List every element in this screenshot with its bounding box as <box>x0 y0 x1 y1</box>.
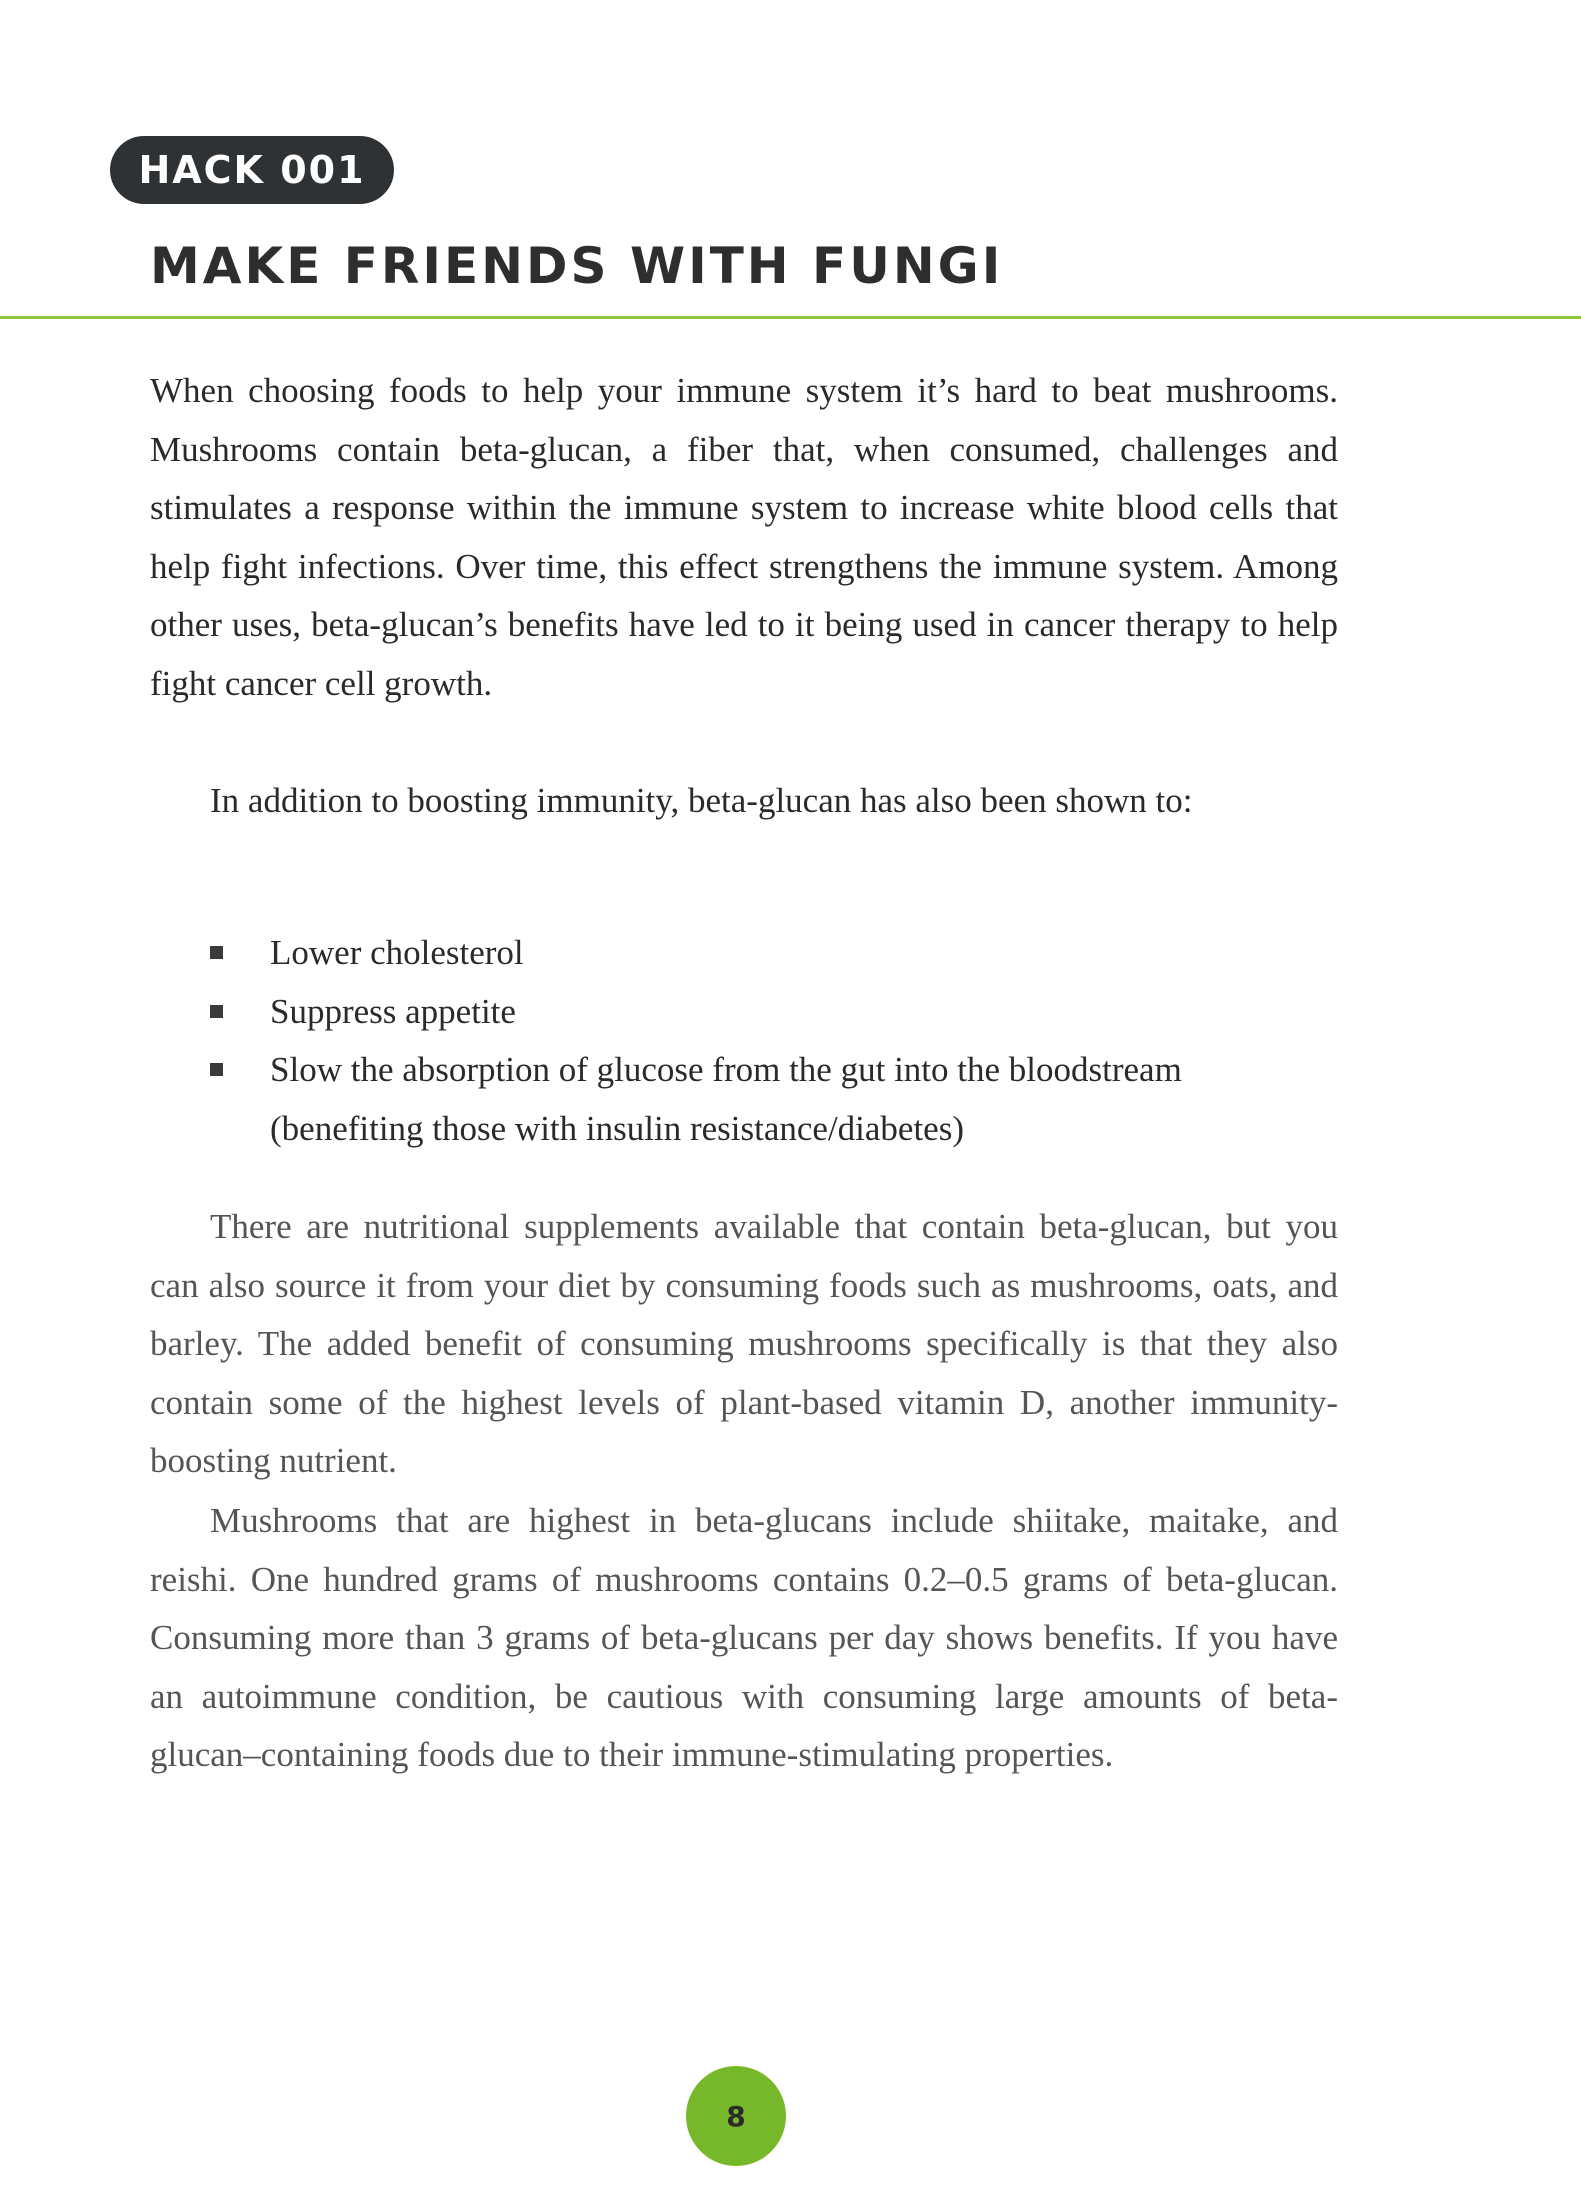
list-item <box>150 1041 1340 1158</box>
page-number-badge: 8 <box>686 2066 786 2166</box>
list-item-text: Lower cholesterol <box>270 933 524 972</box>
paragraph-sources: There are nutritional supplements available that contain beta-glucan, but you can also source it from your diet by consuming foods such as mushrooms, oats, and barley. The added benefit of consuming mushrooms specifically is that they also contain some of the highest levels of plant-based vitamin D, another immunity-boosting nutrient. <box>150 1207 1338 1480</box>
list-item-text: Slow the absorption of glucose from the gut into the bloodstream (benefiting those with insulin resistance/diabetes) <box>270 1050 1182 1148</box>
square-bullet-icon <box>210 1063 223 1076</box>
paragraph-dosage: Mushrooms that are highest in beta-glucans include shiitake, maitake, and reishi. One hundred grams of mushrooms contains 0.2–0.5 grams of beta-glucan. Consuming more than 3 grams of beta-glucans per day shows benefits. If you have an autoimmune condition, be cautious with consuming large amounts of beta-glucan–containing foods due to their immune-stimulating properties. <box>150 1501 1338 1774</box>
square-bullet-icon <box>210 946 223 959</box>
list-item-text: Suppress appetite <box>270 991 516 1031</box>
square-bullet-icon <box>210 1005 223 1018</box>
paragraph-intro: When choosing foods to help your immune system it’s hard to beat mushrooms. Mushrooms contain beta-glucan, a fiber that, when consumed, challenges and stimulates a response within the immune system to increase white blood cells that help fight infections. Over time, this effect strengthens the immune system. Among other uses, beta-glucan’s benefits have led to it being used in cancer therapy to help fight cancer cell growth. <box>150 371 1338 703</box>
benefits-list <box>150 924 1340 1158</box>
title-divider <box>0 316 1581 319</box>
list-item <box>150 983 1340 1042</box>
hack-number-badge: HACK 001 <box>110 136 394 204</box>
paragraph-benefits-lead: In addition to boosting immunity, beta-glucan has also been shown to: <box>210 781 1193 820</box>
page-title: MAKE FRIENDS WITH FUNGI <box>150 237 1004 295</box>
list-item <box>150 924 1340 983</box>
